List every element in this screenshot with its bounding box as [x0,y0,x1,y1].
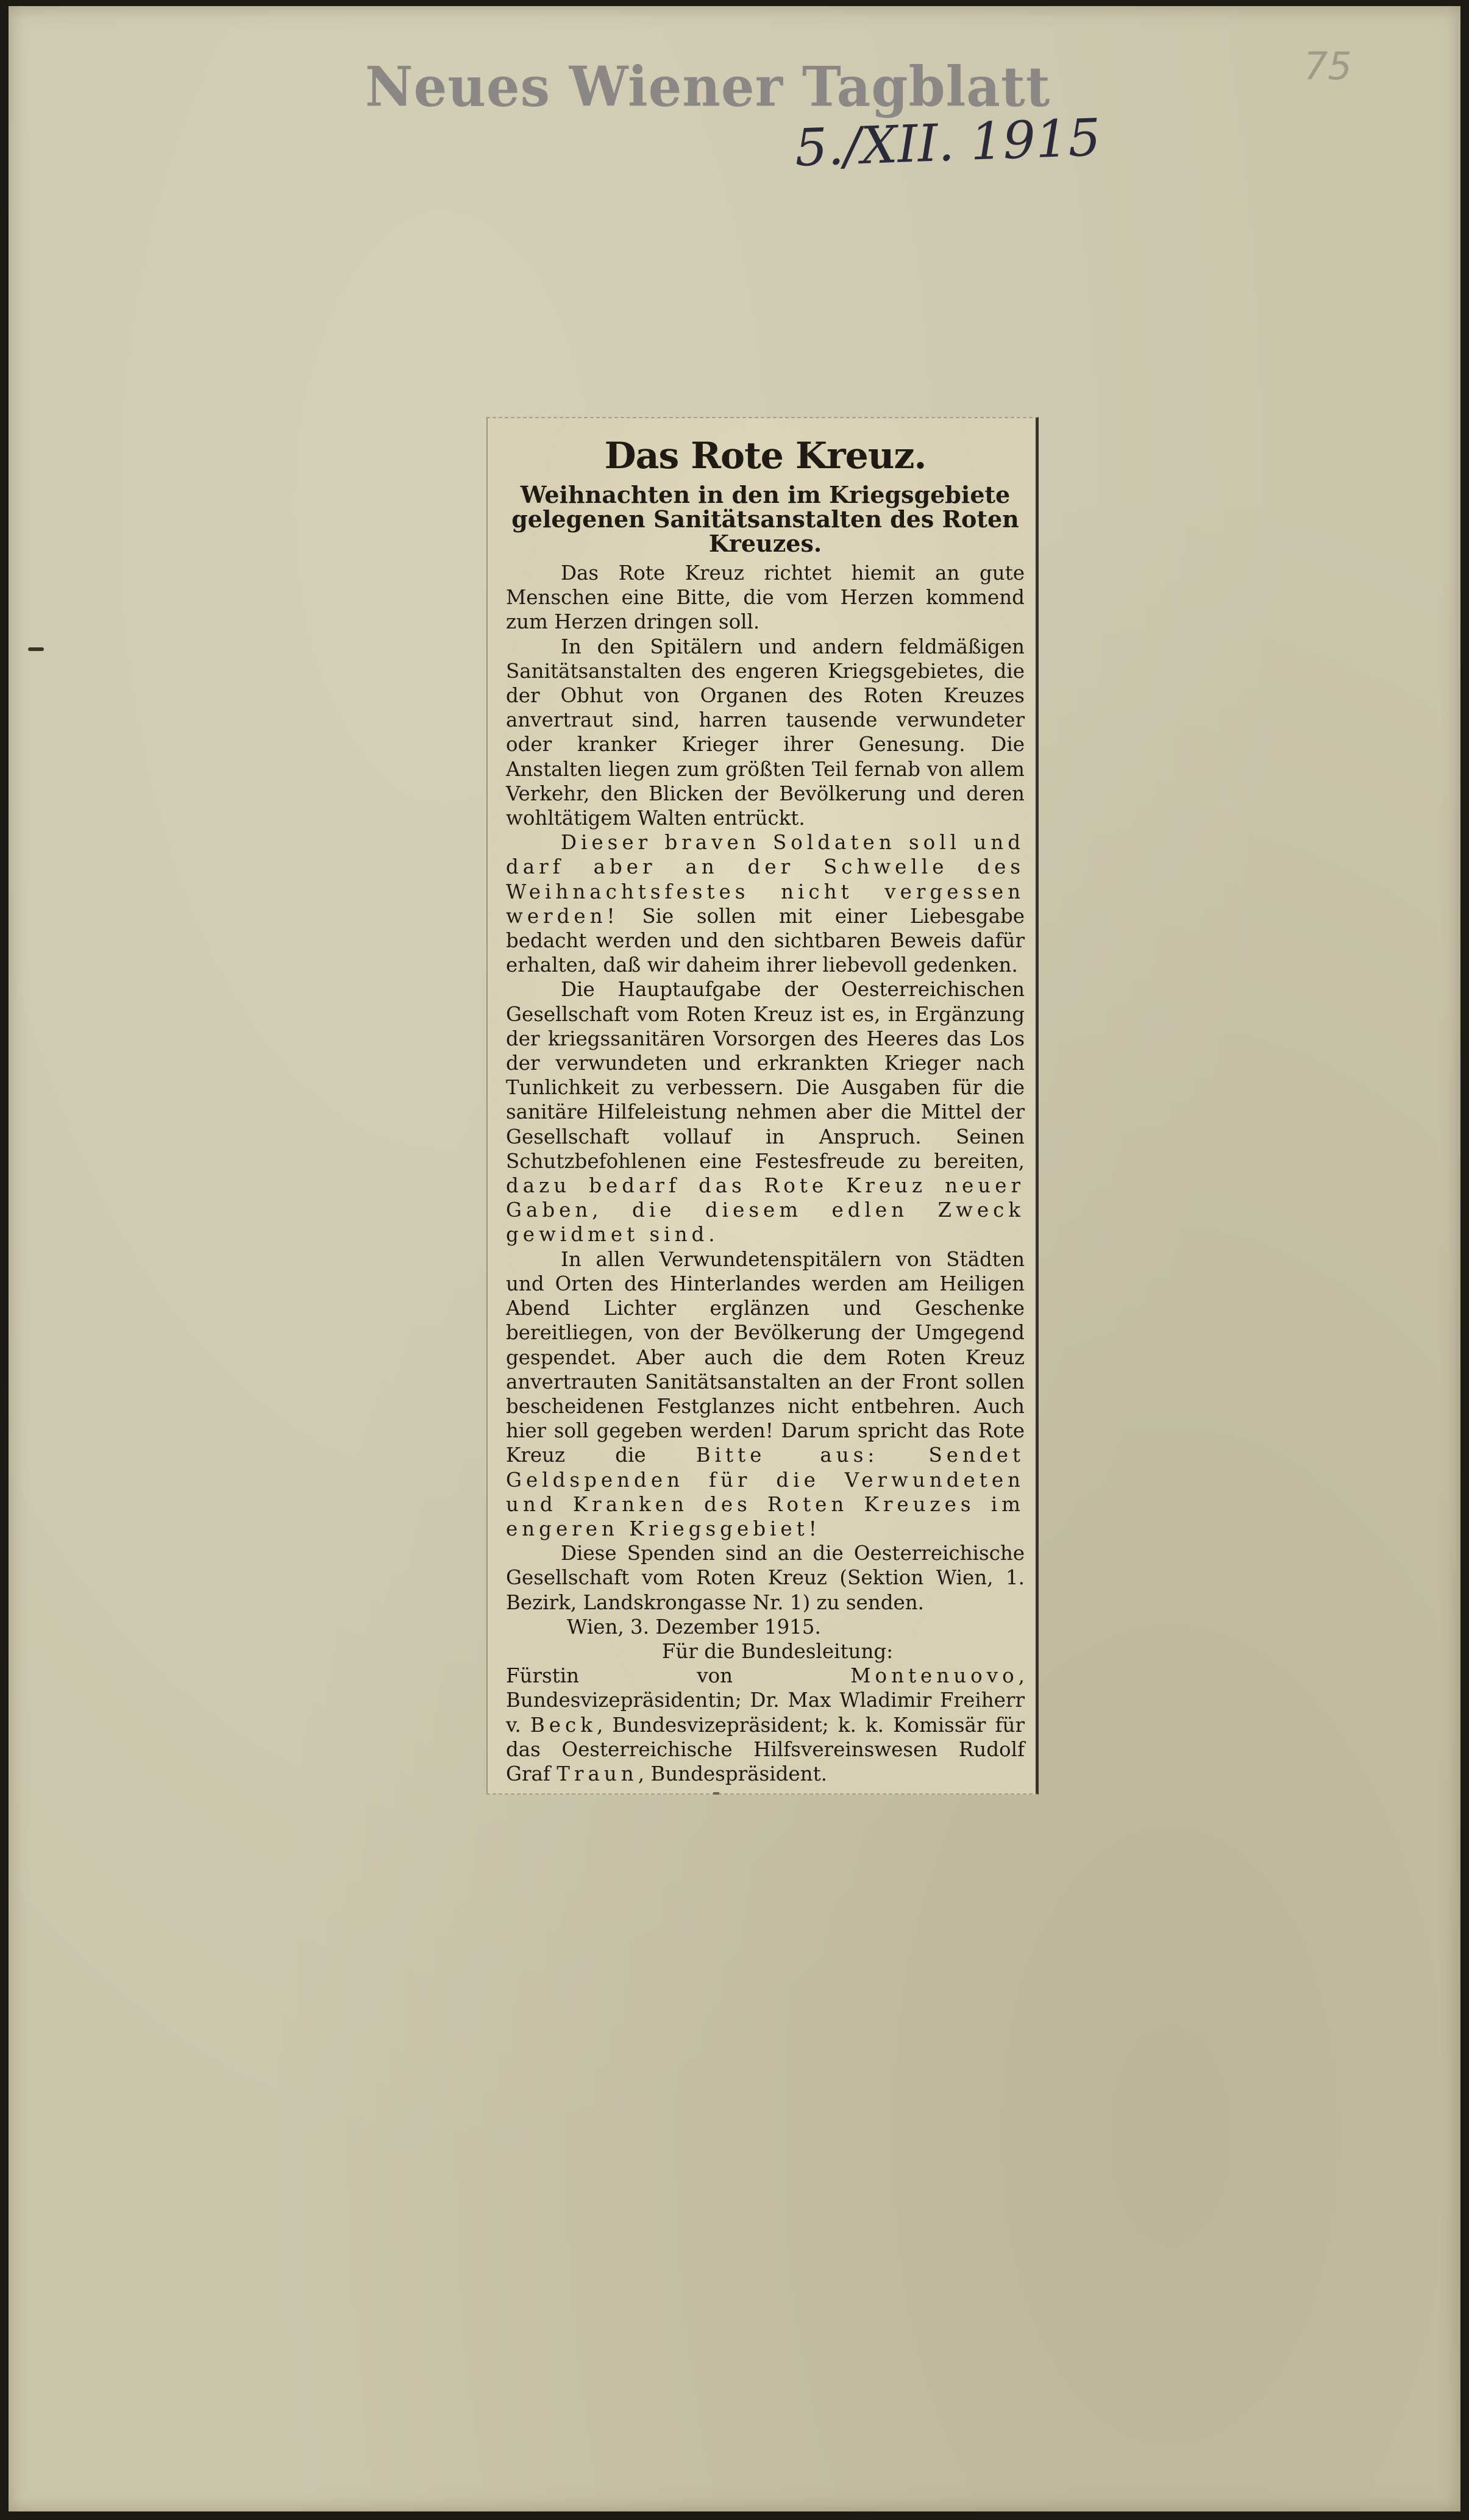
newspaper-clipping [486,417,1039,1795]
paragraph-3-rest: Sie sollen mit einer Liebesgabe bedacht werden und den sichtbaren Beweis dafür erhalten, daß wir daheim ihrer liebevoll gedenken. [506,904,1025,977]
signers-b: , Bundesvizepräsidentin; Dr. Max Wladimir Freiherr v. [506,1664,1025,1737]
paragraph-6: Diese Spenden sind an die Oesterreichische Gesellschaft vom Roten Kreuz (Sektion Wien, 1. Bezirk, Landskrongasse Nr. 1) zu senden. [506,1542,1025,1614]
article-dateline: Wien, 3. Dezember 1915. [567,1615,821,1639]
paragraph-2: In den Spitälern und andern feldmäßigen Sanitätsanstalten des engeren Kriegsgebietes, die der Obhut von Organen des Roten Kreuzes anvertraut sind, harren tausende verwundeter oder kranker Krieger ihrer Genesung. Die Anstalten liegen zum größten Teil fernab von allem Verkehr, den Blicken der Bevölkerung und deren wohltätigem Walten entrückt. [506,635,1025,830]
article-headline: Das Rote Kreuz. [604,435,927,477]
paragraph-1: Das Rote Kreuz richtet hiemit an gute Menschen eine Bitte, die vom Herzen kommend zum Herzen dringen soll. [506,561,1025,634]
signers-d: , Bundespräsident. [638,1762,827,1785]
paragraph-5-spaced-a: Bitte aus: [695,1443,879,1467]
paragraph-5-spaced-b: Sendet Geldspenden für die Verwundeten und Kranken des Roten Kreuzes im engeren Kriegsgebiet! [506,1443,1025,1540]
article-body [506,561,1025,1615]
signers-a: Fürstin von [506,1664,851,1688]
article-signoff: Für die Bundesleitung: [661,1639,894,1663]
paragraph-4-a: Die Hauptaufgabe der Oesterreichischen Gesellschaft vom Roten Kreuz ist es, in Ergänzung der kriegssanitären Vorsorgen des Heeres das Los der verwundeten und erkrankten Krieger nach Tunlichkeit zu verbessern. Die Ausgaben für die sanitäre Hilfeleistung nehmen aber die Mittel der Gesellschaft vollauf in Anspruch. Seinen Schutzbefohlenen eine Festesfreude zu bereiten, [506,978,1025,1173]
paragraph-3 [506,830,1025,977]
paragraph-5-mid [878,1443,928,1467]
handwritten-date: 5./XII. 1915 [794,107,1102,178]
article-subheadline: Weihnachten in den im Kriegsgebiete gelegenen Sanitätsanstalten des Roten Kreuzes. [511,481,1019,557]
margin-mark [28,647,44,651]
paragraph-4 [506,977,1025,1247]
clipping-tear-mark [713,1792,719,1795]
paragraph-4-spaced: dazu bedarf das Rote Kreuz neuer Gaben, die diesem edlen Zweck gewidmet sind. [506,1174,1025,1247]
signer-name-2: Beck [530,1713,597,1737]
paragraph-5-a: In allen Verwundetenspitälern von Städten und Orten des Hinterlandes werden am Heiligen Abend Lichter erglänzen und Geschenke bereitliegen, von der Bevölkerung der Umgegend gespendet. Aber auch die dem Roten Kreuz anvertrauten Sanitätsanstalten an der Front sollen bescheidenen Festglanzes nicht entbehren. Auch hier soll gegeben werden! Darum spricht das Rote Kreuz die [506,1247,1025,1467]
signer-name-3: Traun [557,1762,638,1785]
article-signers [506,1664,1025,1786]
signers-c: , Bundesvizepräsident; k. k. Komissär für das Oesterreichische Hilfsvereinswesen Rudolf Graf [506,1713,1025,1785]
paragraph-3-spaced: Dieser braven Soldaten soll und darf aber an der Schwelle des Weihnachtsfestes nicht vergessen werden! [506,831,1025,928]
paragraph-5 [506,1247,1025,1541]
folio-number: 75 [1304,44,1352,88]
signer-name-1: Montenuovo [850,1664,1019,1688]
masthead-stamp: Neues Wiener Tagblatt [365,54,1051,119]
